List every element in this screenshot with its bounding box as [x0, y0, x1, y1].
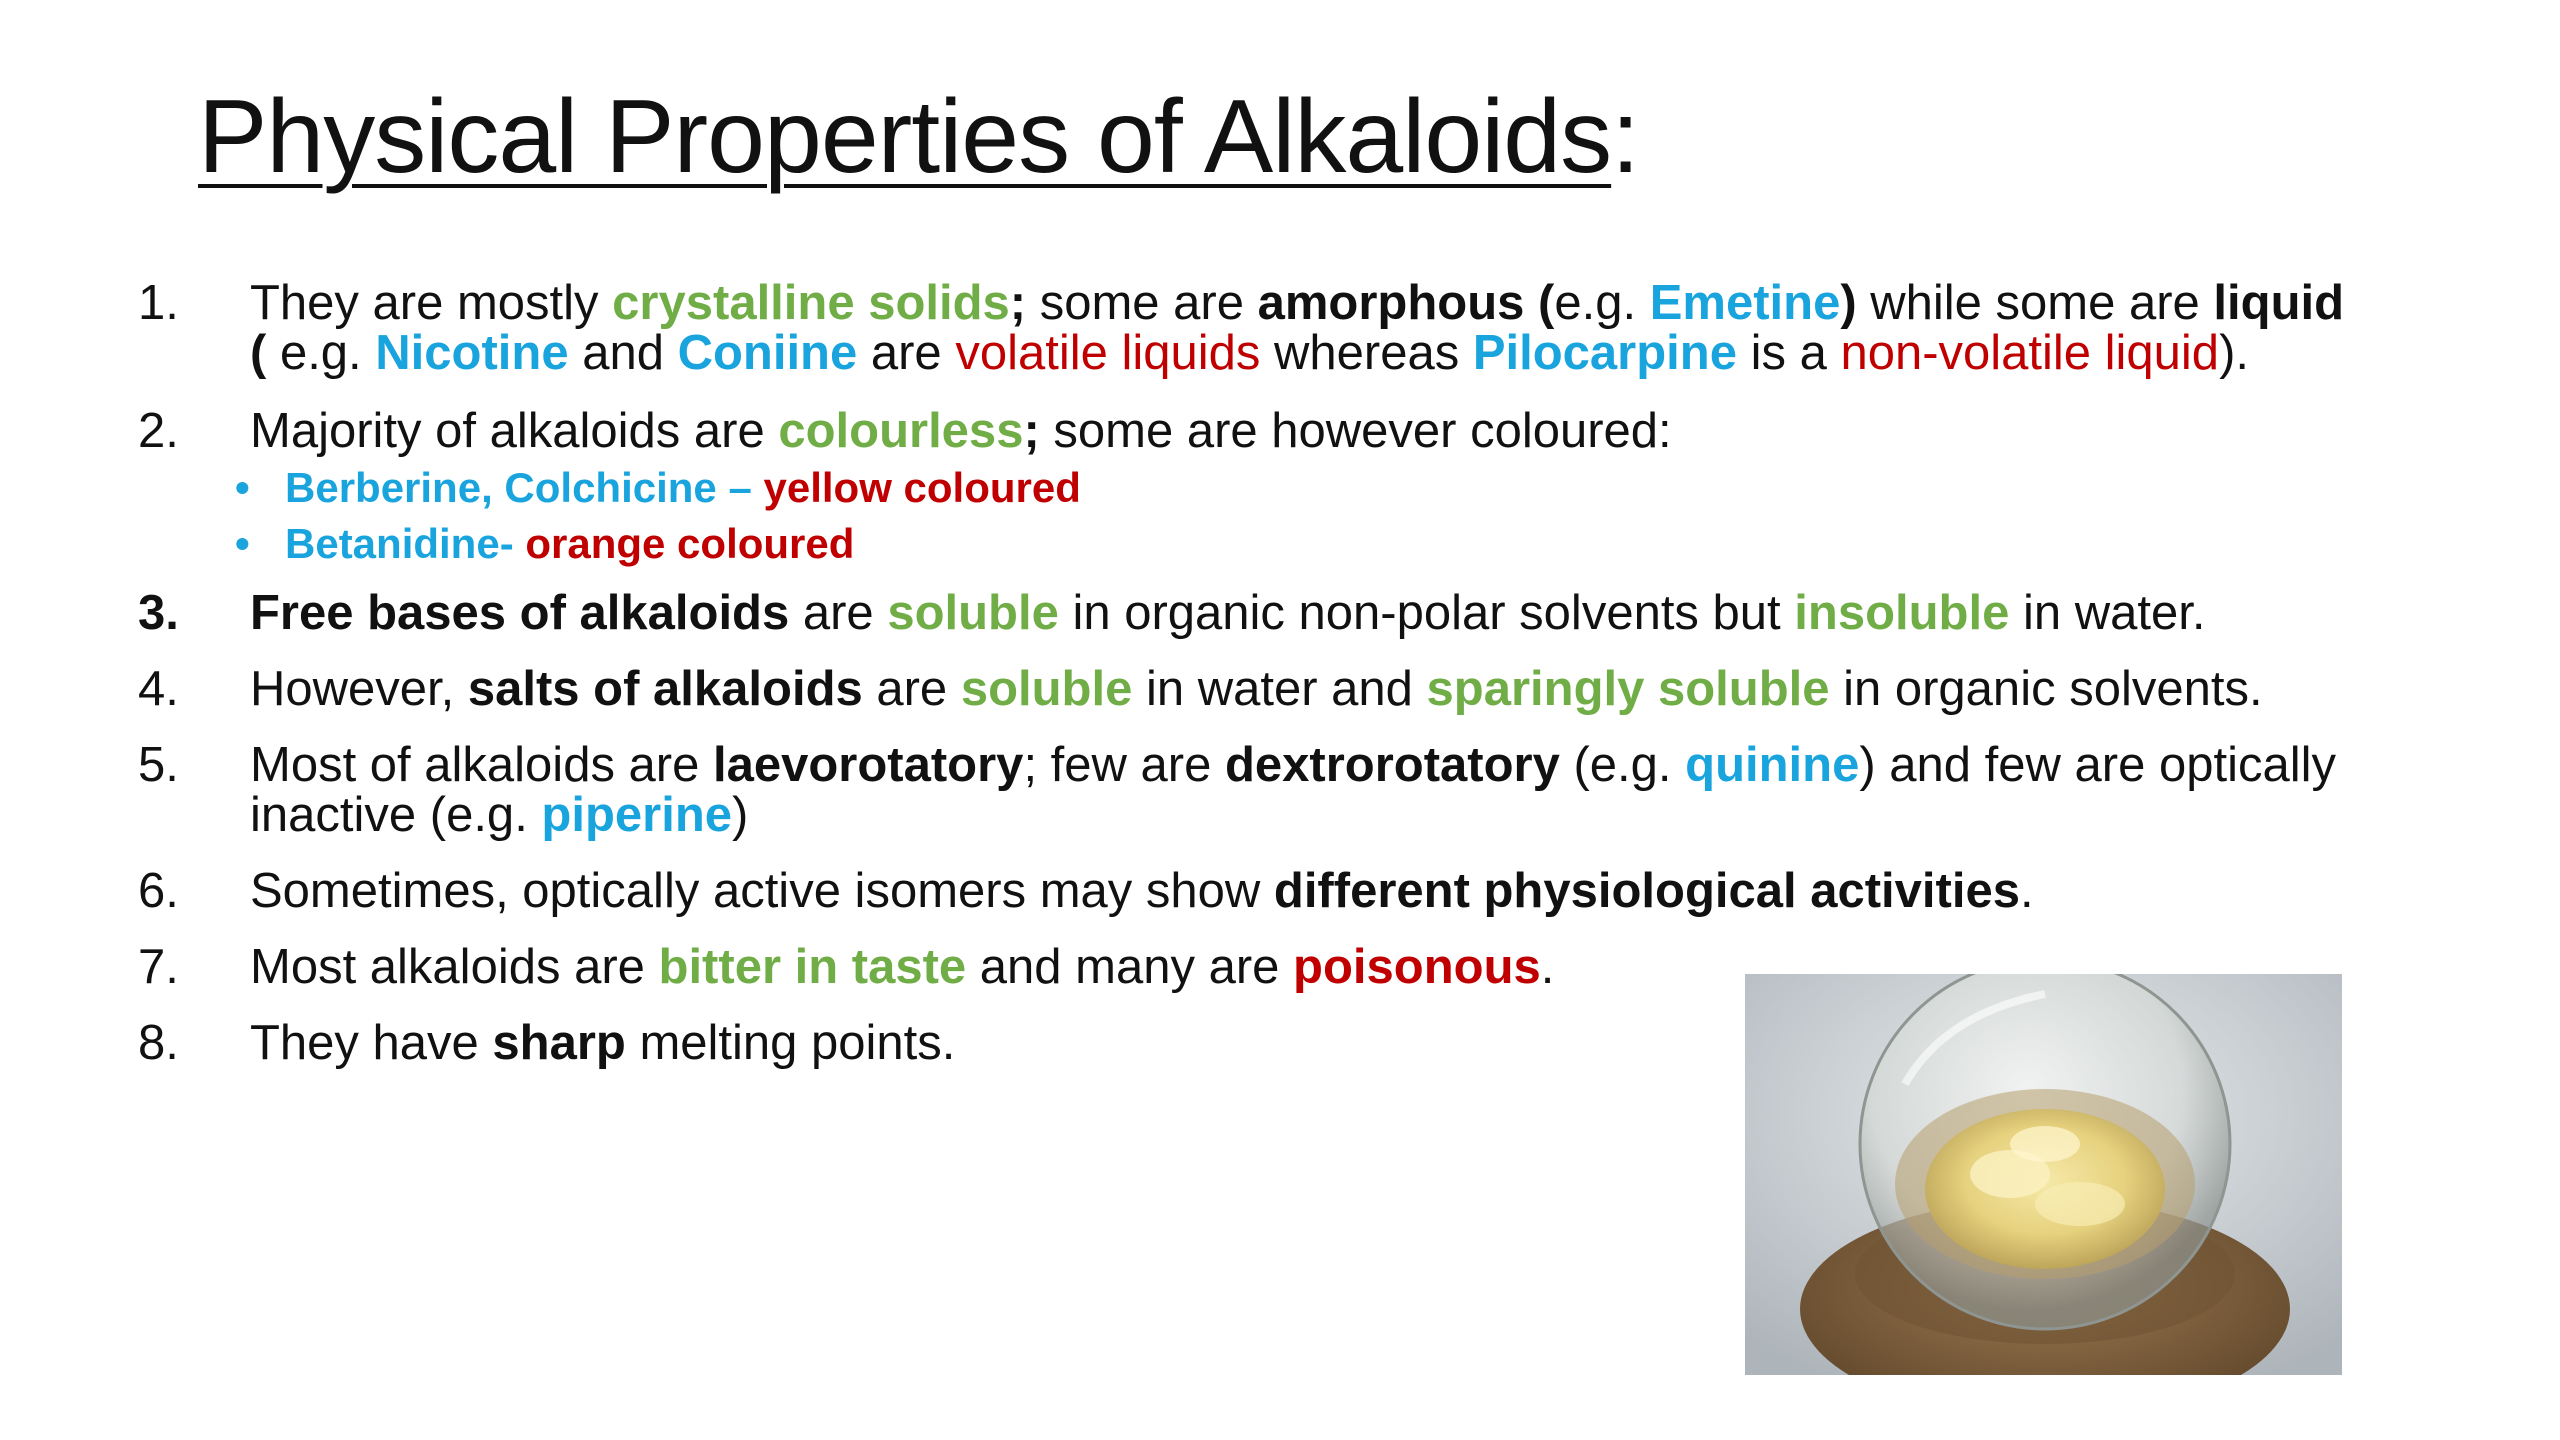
text: However, [250, 662, 468, 716]
highlight-red: volatile liquids [955, 326, 1261, 380]
text: ). [2219, 326, 2250, 380]
text: are [857, 326, 956, 380]
item-number: 1. [138, 276, 179, 330]
text: ; few are [1023, 738, 1225, 792]
bold-text: sharp [492, 1016, 626, 1070]
highlight-cyan: quinine [1685, 738, 1860, 792]
flask-photo-illustration [1745, 974, 2342, 1375]
highlight-green: crystalline solids [612, 276, 1010, 330]
text: They are mostly [250, 276, 613, 330]
text: are [862, 662, 961, 716]
title-colon: : [1611, 79, 1640, 195]
text: . [2019, 864, 2034, 918]
text: Sometimes, optically active isomers may show [250, 864, 1274, 918]
text: Most alkaloids are [250, 940, 659, 994]
bullet-icon: • [235, 464, 250, 511]
bold-text: dextrorotatory [1224, 738, 1560, 792]
text: . [1540, 940, 1555, 994]
item-number: 8. [138, 1016, 179, 1070]
text: melting points. [625, 1016, 956, 1070]
text: some are [1026, 276, 1258, 330]
highlight-cyan: piperine [541, 788, 733, 842]
text: e.g. [1554, 276, 1650, 330]
text: They have [250, 1016, 493, 1070]
list-item-1 [138, 278, 2498, 378]
text: whereas [1260, 326, 1473, 380]
sub-item-1 [138, 460, 2498, 516]
bold-text: Free bases of alkaloids [250, 586, 790, 640]
text: (e.g. [1559, 738, 1686, 792]
properties-list [138, 278, 2498, 1068]
text: ; [1009, 276, 1027, 330]
bold-text: laevorotatory [713, 738, 1024, 792]
bold-text: different physiological activities [1273, 864, 2020, 918]
colour-label: yellow coloured [763, 464, 1081, 511]
text: and many are [966, 940, 1294, 994]
bold-text: liquid [2213, 276, 2345, 330]
slide-title [198, 78, 1639, 198]
text: in organic solvents. [1829, 662, 2263, 716]
text: Majority of alkaloids are [250, 404, 779, 458]
text: in water. [2009, 586, 2206, 640]
alkaloid-names: Betanidine- [285, 520, 526, 567]
bullet-icon: • [235, 520, 250, 567]
highlight-cyan: Pilocarpine [1472, 326, 1737, 380]
highlight-green: sparingly soluble [1426, 662, 1830, 716]
alkaloid-crystals-photo [1745, 974, 2342, 1375]
highlight-green: colourless [778, 404, 1024, 458]
text: some are however coloured: [1039, 404, 1672, 458]
text: ) [1840, 276, 1857, 330]
colour-label: orange coloured [525, 520, 855, 567]
bold-text: salts of alkaloids [467, 662, 863, 716]
text: ) [732, 788, 749, 842]
highlight-red: non-volatile liquid [1840, 326, 2220, 380]
list-item-5 [138, 740, 2498, 840]
text: while some are [1856, 276, 2214, 330]
item-number: 5. [138, 738, 179, 792]
text: e.g. [279, 326, 376, 380]
list-item-3 [138, 588, 2498, 638]
list-item-6 [138, 866, 2498, 916]
text: in organic non-polar solvents but [1058, 586, 1795, 640]
highlight-green: soluble [887, 586, 1059, 640]
list-item-2 [138, 406, 2498, 456]
list-item-4 [138, 664, 2498, 714]
item-number: 4. [138, 662, 179, 716]
item-number: 7. [138, 940, 179, 994]
highlight-cyan: Emetine [1649, 276, 1841, 330]
highlight-green: bitter in taste [658, 940, 967, 994]
bold-text: amorphous ( [1257, 276, 1555, 330]
text: ; [1023, 404, 1040, 458]
text: are [789, 586, 888, 640]
highlight-red: poisonous [1293, 940, 1541, 994]
text: is a [1736, 326, 1841, 380]
sub-item-2 [138, 516, 2498, 572]
text: in water and [1132, 662, 1427, 716]
text: ) and few are optically inactive (e.g. [250, 738, 2336, 842]
text: and [568, 326, 678, 380]
highlight-green: soluble [960, 662, 1133, 716]
item-number: 6. [138, 864, 179, 918]
text: ( [250, 326, 280, 380]
item-number: 3. [138, 586, 179, 640]
text: Most of alkaloids are [250, 738, 713, 792]
item-number: 2. [138, 404, 179, 458]
highlight-cyan: Nicotine [375, 326, 569, 380]
title-text: Physical Properties of Alkaloids [198, 79, 1612, 195]
highlight-green: insoluble [1794, 586, 2010, 640]
alkaloid-names: Berberine, Colchicine – [285, 464, 764, 511]
highlight-cyan: Coniine [677, 326, 858, 380]
